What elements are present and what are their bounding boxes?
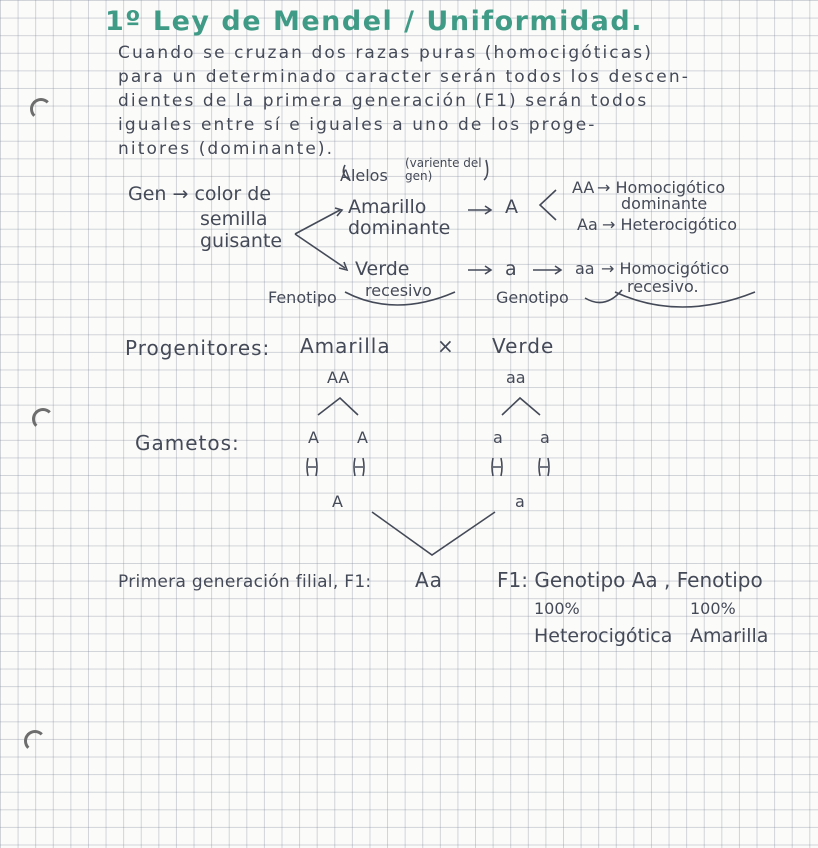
allele-A: A bbox=[505, 196, 518, 218]
f1-result: Aa bbox=[415, 568, 443, 592]
paragraph-line-2: para un determinado caracter serán todos los descen- bbox=[118, 67, 690, 87]
gametos-label: Gametos: bbox=[135, 431, 240, 455]
page-title: 1º Ley de Mendel / Uniformidad. bbox=[105, 6, 643, 37]
gamete-A-1: A bbox=[308, 428, 319, 447]
genotype-parent-aa: aa bbox=[506, 368, 526, 387]
f1-amarilla: Amarilla bbox=[690, 625, 769, 647]
f1-pct-genotype: 100% bbox=[534, 599, 580, 618]
gamete-a-single: a bbox=[515, 492, 525, 511]
allele-a: a bbox=[505, 258, 517, 280]
fenotipo-label: Fenotipo bbox=[268, 288, 337, 307]
f1-summary: F1: Genotipo Aa , Fenotipo bbox=[497, 568, 763, 592]
genotype-aa: aa bbox=[575, 259, 595, 278]
paragraph-line-5: nitores (dominante). bbox=[118, 139, 335, 159]
genotype-aa-desc: → Homocigótico bbox=[601, 259, 730, 278]
alelos-label: Alelos bbox=[340, 166, 388, 185]
genotype-AA-desc: → Homocigótico bbox=[597, 178, 726, 197]
gamete-A-2: A bbox=[357, 428, 368, 447]
f1-label: Primera generación filial, F1: bbox=[118, 572, 372, 592]
paragraph-line-3: dientes de la primera generación (F1) serán todos bbox=[118, 91, 649, 111]
genotype-Aa-desc: → Heterocigótico bbox=[602, 215, 737, 234]
f1-pct-fenotype: 100% bbox=[690, 599, 736, 618]
genotipo-label: Genotipo bbox=[496, 288, 569, 307]
amarillo-label: Amarillo bbox=[348, 196, 427, 218]
gamete-A-single: A bbox=[332, 492, 343, 511]
genotype-AA: AA bbox=[572, 178, 595, 197]
genotype-aa-recesivo: recesivo. bbox=[627, 277, 699, 296]
gen-line-1: Gen → color de bbox=[128, 183, 272, 205]
genotype-Aa: Aa bbox=[577, 215, 598, 234]
cross-symbol: × bbox=[437, 334, 455, 358]
gen-line-2: semilla bbox=[200, 208, 268, 230]
gamete-a-1: a bbox=[493, 428, 503, 447]
amarillo-dominante: dominante bbox=[348, 217, 451, 239]
gamete-a-2: a bbox=[540, 428, 550, 447]
paragraph-line-1: Cuando se cruzan dos razas puras (homocigóticas) bbox=[118, 43, 653, 63]
gen-line-3: guisante bbox=[200, 230, 283, 252]
progenitor-verde: Verde bbox=[492, 334, 555, 358]
progenitor-amarilla: Amarilla bbox=[300, 334, 391, 358]
verde-recesivo: recesivo bbox=[365, 281, 432, 300]
variante-label: (variente del gen) bbox=[405, 156, 482, 183]
genotype-parent-AA: AA bbox=[327, 368, 350, 387]
progenitores-label: Progenitores: bbox=[125, 336, 271, 360]
paragraph-line-4: iguales entre sí e iguales a uno de los proge- bbox=[118, 115, 597, 135]
f1-heterocigotica: Heterocigótica bbox=[534, 625, 673, 647]
genotype-AA-dominante: dominante bbox=[621, 194, 708, 213]
verde-label: Verde bbox=[355, 258, 410, 280]
